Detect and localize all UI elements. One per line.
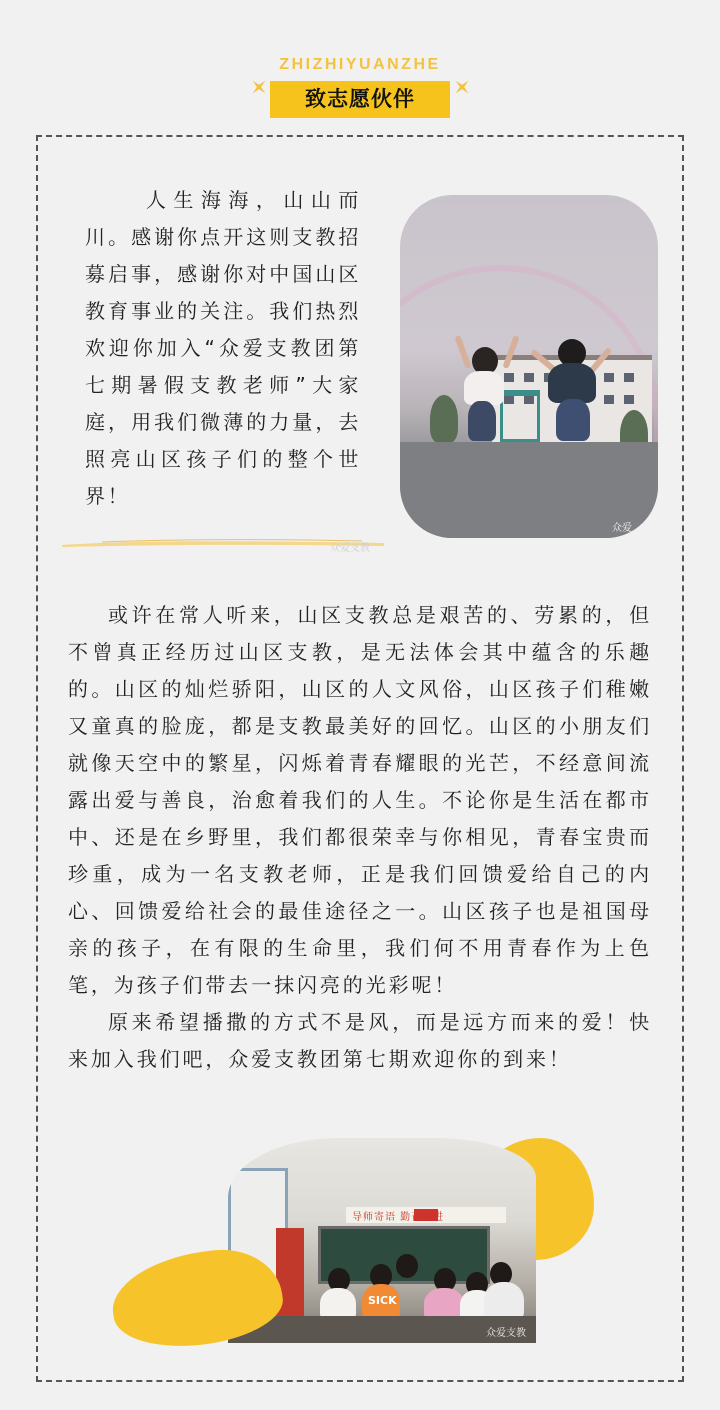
photo-watermark: 众爱支教 bbox=[486, 1328, 526, 1339]
divider-watermark: 众爱支教 bbox=[330, 543, 370, 554]
intro-paragraph bbox=[85, 182, 361, 515]
classroom-banner bbox=[346, 1207, 506, 1223]
sparkle-icon bbox=[250, 78, 268, 96]
header-subtitle-en: ZHIZHIYUANZHE bbox=[279, 56, 441, 73]
body-paragraph-1: 或许在常人听来，山区支教总是艰苦的、劳累的，但不曾真正经历过山区支教，是无法体会其中蕴含的乐趣的。山区的灿烂骄阳，山区的人文风俗，山区孩子们稚嫩又童真的脸庞，都是支教最美好的回忆。山区的小朋友们就像天空中的繁星，闪烁着青春耀眼的光芒，不经意间流露出爱与善良，治愈着我们的人生。不论你是生活在都市中、还是在乡野里，我们都很荣幸与你相见，青春宝贵而珍重，成为一名支教老师，正是我们回馈爱给自己的内心、回馈爱给社会的最佳途径之一。山区孩子也是祖国母亲的孩子，在有限的生命里，我们何不用青春作为上色笔，为孩子们带去一抹闪亮的光彩呢！ bbox=[68, 603, 652, 997]
banner-text: 导师寄语 勤奋精进 bbox=[352, 1212, 445, 1223]
body-text bbox=[68, 597, 652, 1078]
page-header bbox=[0, 50, 720, 130]
photo-jumping-kids bbox=[400, 195, 658, 538]
intro-text: 人生海海，山山而川。感谢你点开这则支教招募启事，感谢你对中国山区教育事业的关注。我们热烈欢迎你加入“众爱支教团第七期暑假支教老师”大家庭，用我们微薄的力量，去照亮山区孩子们的整个世界！ bbox=[85, 188, 361, 508]
sparkle-icon bbox=[453, 78, 471, 96]
shirt-text: SICK bbox=[368, 1294, 397, 1307]
page-title: 致志愿伙伴 bbox=[305, 87, 415, 111]
kid-body bbox=[464, 371, 504, 405]
kid-body bbox=[548, 363, 596, 403]
photo-watermark: 众爱 bbox=[612, 523, 632, 534]
body-paragraph-2: 原来希望播撒的方式不是风，而是远方而来的爱！快来加入我们吧，众爱支教团第七期欢迎你的到来！ bbox=[68, 1010, 652, 1071]
basketball-hoop bbox=[500, 390, 540, 442]
